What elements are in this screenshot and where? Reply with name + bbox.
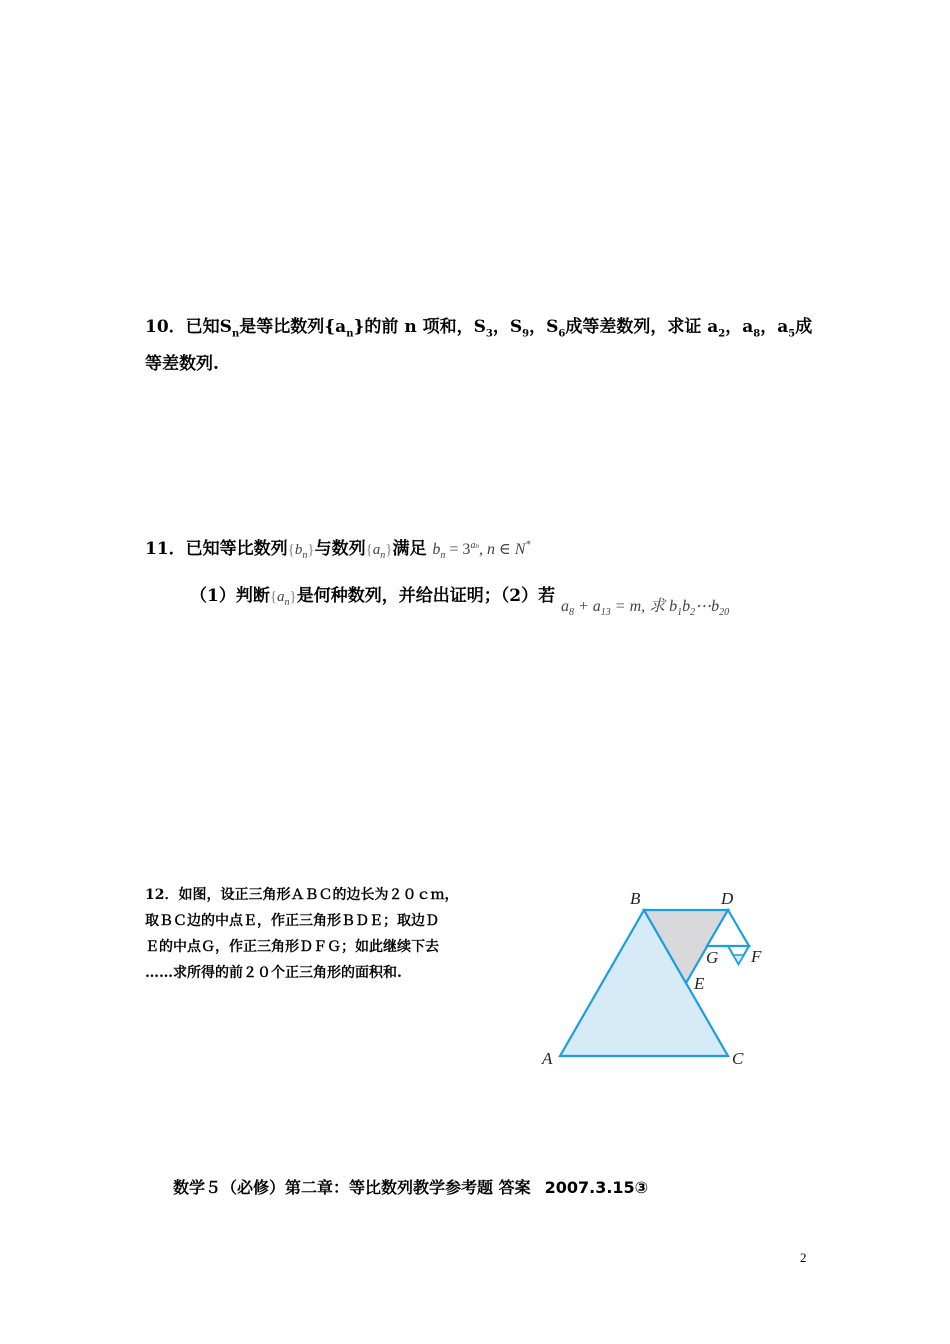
question-11-parts: （1）判断$\{a_n\}$是何种数列，并给出证明；（2）若 $a_8 + a_{13} = m$, 求 $b_1b_2\cdots b_{20}$ xyxy=(190,586,730,619)
answer-section-heading xyxy=(173,1175,648,1198)
label-c: C xyxy=(732,1049,744,1068)
q10-number: 10． xyxy=(145,317,186,337)
label-e: E xyxy=(694,974,705,993)
answer-title: 数学５（必修）第二章：等比数列教学参考题 答案 xyxy=(173,1178,531,1197)
label-f: F xyxy=(751,947,762,966)
question-10: 10．已知$S_n$是等比数列$\{a_n\}$的前 n 项和，$S_3$，$S_9$，$S_6$成等差数列，求证 $a_2$，$a_8$，$a_5$成等差数列. xyxy=(145,317,813,375)
label-d: D xyxy=(721,889,734,908)
question-12 xyxy=(145,882,510,986)
page-number: 2 xyxy=(800,1250,807,1265)
answer-date: 2007.3.15③ xyxy=(544,1178,649,1197)
formula-bn-equals: $b_n = 3^{an}$, n ∈ N* xyxy=(432,539,531,562)
label-a: A xyxy=(542,1049,553,1068)
q12-line-3: Ｅ的中点Ｇ，作正三角形ＤＦＧ；如此继续下去 xyxy=(145,939,439,955)
sequence-a-n-2: $\{a_n\}$ xyxy=(269,589,297,608)
q12-line-1: 12．如图，设正三角形ＡＢＣ的边长为２０ｃｍ， xyxy=(145,887,459,903)
sequence-b-n: $\{b_n\}$ xyxy=(287,542,315,561)
q11-number: 11． xyxy=(145,539,186,559)
question-11-statement: 11．已知等比数列$\{b_n\}$与数列$\{a_n\}$满足 $b_n = 3^{an}$, n ∈ N* xyxy=(145,539,531,562)
q12-line-2: 取ＢＣ边的中点Ｅ，作正三角形ＢＤＥ；取边Ｄ xyxy=(145,913,439,929)
triangle-figure xyxy=(530,882,780,1082)
label-b: B xyxy=(630,889,641,908)
triangle-small-2 xyxy=(733,955,744,964)
formula-a8-a13: $a_8 + a_{13} = m$, 求 $b_1b_2\cdots b_{20}$ xyxy=(561,598,730,619)
q12-line-4: ……求所得的前２０个正三角形的面积和. xyxy=(145,965,402,981)
label-g: G xyxy=(706,948,719,967)
sequence-a-n: $\{a_n\}$ xyxy=(365,542,393,561)
